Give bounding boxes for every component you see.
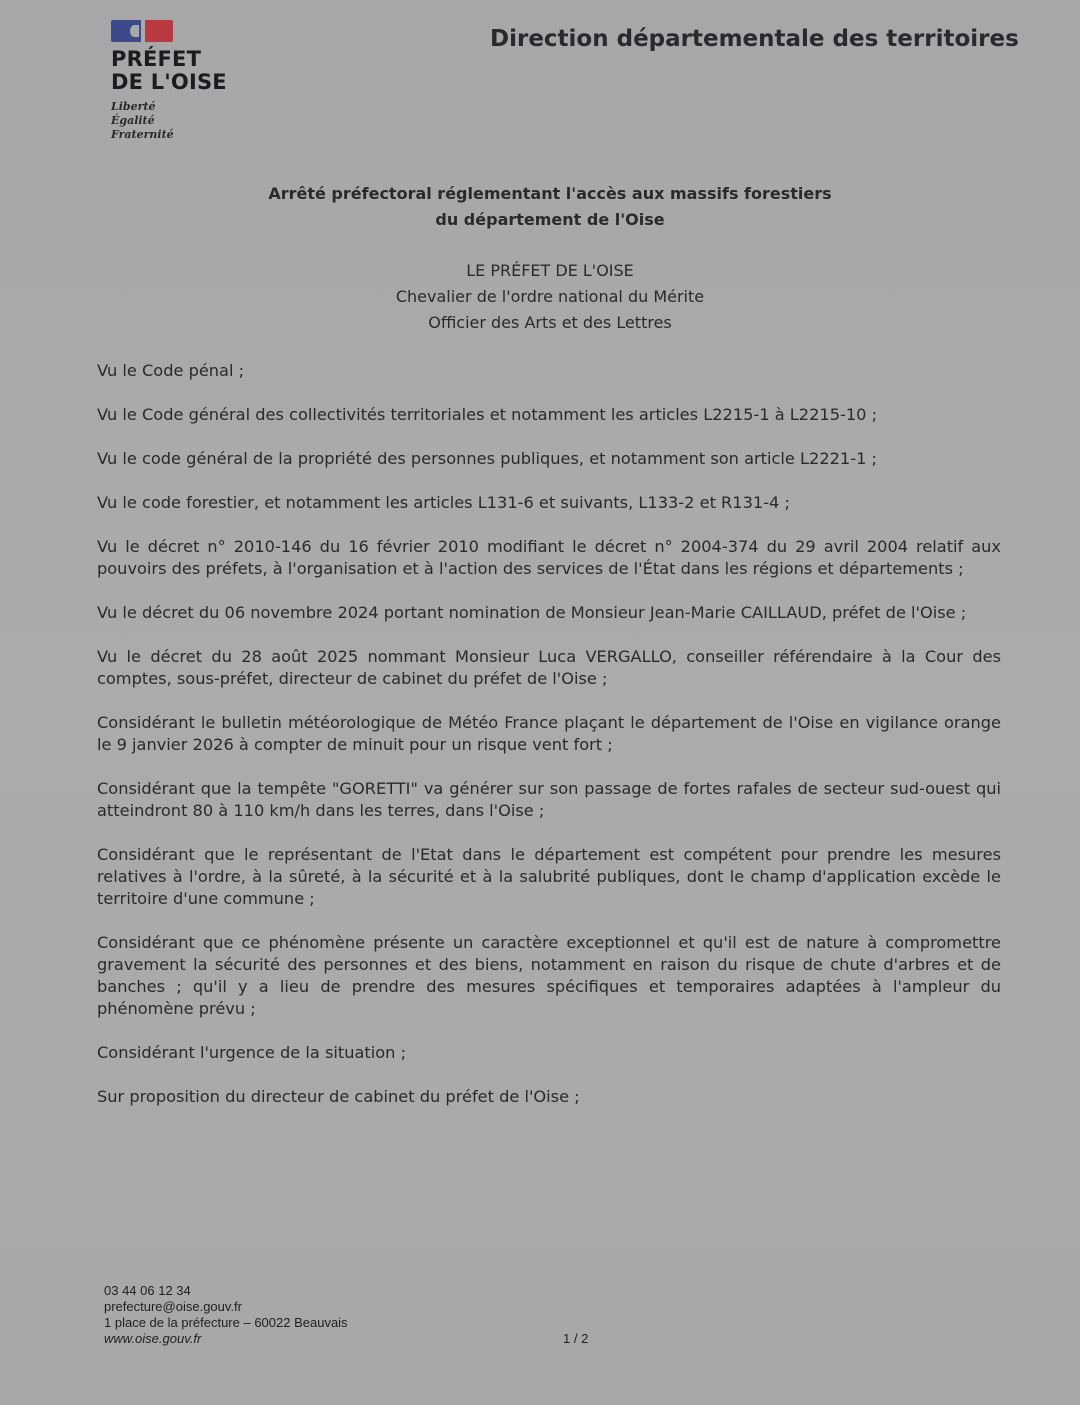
paragraph: Vu le Code pénal ; bbox=[97, 361, 245, 380]
title-line-2: du département de l'Oise bbox=[435, 210, 665, 229]
paragraph: Vu le décret n° 2010-146 du 16 février 2010 modifiant le décret n° 2004-374 du 29 avril 2004 relatif aux pouvoirs des préfets, à l'organisation et à l'action des services de l'État dans les régions et départements ; bbox=[97, 537, 1001, 578]
prefect-title: LE PRÉFET DE L'OISE bbox=[466, 261, 634, 280]
prefet-name: PRÉFET DE L'OISE bbox=[111, 47, 227, 94]
prefect-distinction-2: Officier des Arts et des Lettres bbox=[428, 313, 672, 332]
footer-email: prefecture@oise.gouv.fr bbox=[104, 1299, 242, 1314]
footer-website: www.oise.gouv.fr bbox=[104, 1331, 202, 1346]
paragraph: Vu le Code général des collectivités territoriales et notamment les articles L2215-1 à L2215-10 ; bbox=[97, 405, 878, 424]
paragraph: Considérant que la tempête "GORETTI" va générer sur son passage de fortes rafales de secteur sud-ouest qui atteindront 80 à 110 km/h dans les terres, dans l'Oise ; bbox=[97, 779, 1001, 820]
marianne-flag-icon bbox=[111, 20, 173, 42]
document-body bbox=[97, 360, 1001, 1130]
direction-heading: Direction départementale des territoires bbox=[490, 26, 1019, 52]
title-line-1: Arrêté préfectoral réglementant l'accès aux massifs forestiers bbox=[268, 184, 832, 203]
document-title bbox=[180, 181, 920, 233]
paragraph: Vu le décret du 28 août 2025 nommant Monsieur Luca VERGALLO, conseiller référendaire à la Cour des comptes, sous-préfet, directeur de cabinet du préfet de l'Oise ; bbox=[97, 647, 1001, 688]
paragraph: Vu le code forestier, et notamment les articles L131-6 et suivants, L133-2 et R131-4 ; bbox=[97, 493, 790, 512]
page-number: 1 / 2 bbox=[563, 1331, 589, 1346]
paragraph: Vu le décret du 06 novembre 2024 portant nomination de Monsieur Jean-Marie CAILLAUD, préfet de l'Oise ; bbox=[97, 603, 967, 622]
prefect-identity bbox=[250, 258, 850, 336]
paragraph: Considérant le bulletin météorologique de Météo France plaçant le département de l'Oise en vigilance orange le 9 janvier 2026 à compter de minuit pour un risque vent fort ; bbox=[97, 713, 1001, 754]
paragraph: Considérant que le représentant de l'Etat dans le département est compétent pour prendre les mesures relatives à l'ordre, à la sûreté, à la sécurité et à la salubrité publiques, dont le champ d'application excède le territoire d'une commune ; bbox=[97, 845, 1001, 908]
footer-phone: 03 44 06 12 34 bbox=[104, 1283, 191, 1298]
prefect-distinction-1: Chevalier de l'ordre national du Mérite bbox=[395, 287, 705, 306]
paragraph: Considérant que ce phénomène présente un caractère exceptionnel et qu'il est de nature à compromettre gravement la sécurité des personnes et des biens, notamment en raison du risque de chute d'arbres et de banches ; qu'il y a lieu de prendre des mesures spécifiques et temporaires adaptées à l'ampleur du phénomène prévu ; bbox=[97, 933, 1001, 1018]
footer-address: 1 place de la préfecture – 60022 Beauvais bbox=[104, 1315, 348, 1330]
paragraph: Considérant l'urgence de la situation ; bbox=[97, 1043, 407, 1062]
footer-contact bbox=[104, 1283, 348, 1347]
republic-motto: Liberté Égalité Fraternité bbox=[111, 100, 174, 141]
paragraph: Vu le code général de la propriété des personnes publiques, et notamment son article L2221-1 ; bbox=[97, 449, 877, 468]
paragraph: Sur proposition du directeur de cabinet du préfet de l'Oise ; bbox=[97, 1087, 580, 1106]
prefet-logo bbox=[111, 20, 271, 142]
